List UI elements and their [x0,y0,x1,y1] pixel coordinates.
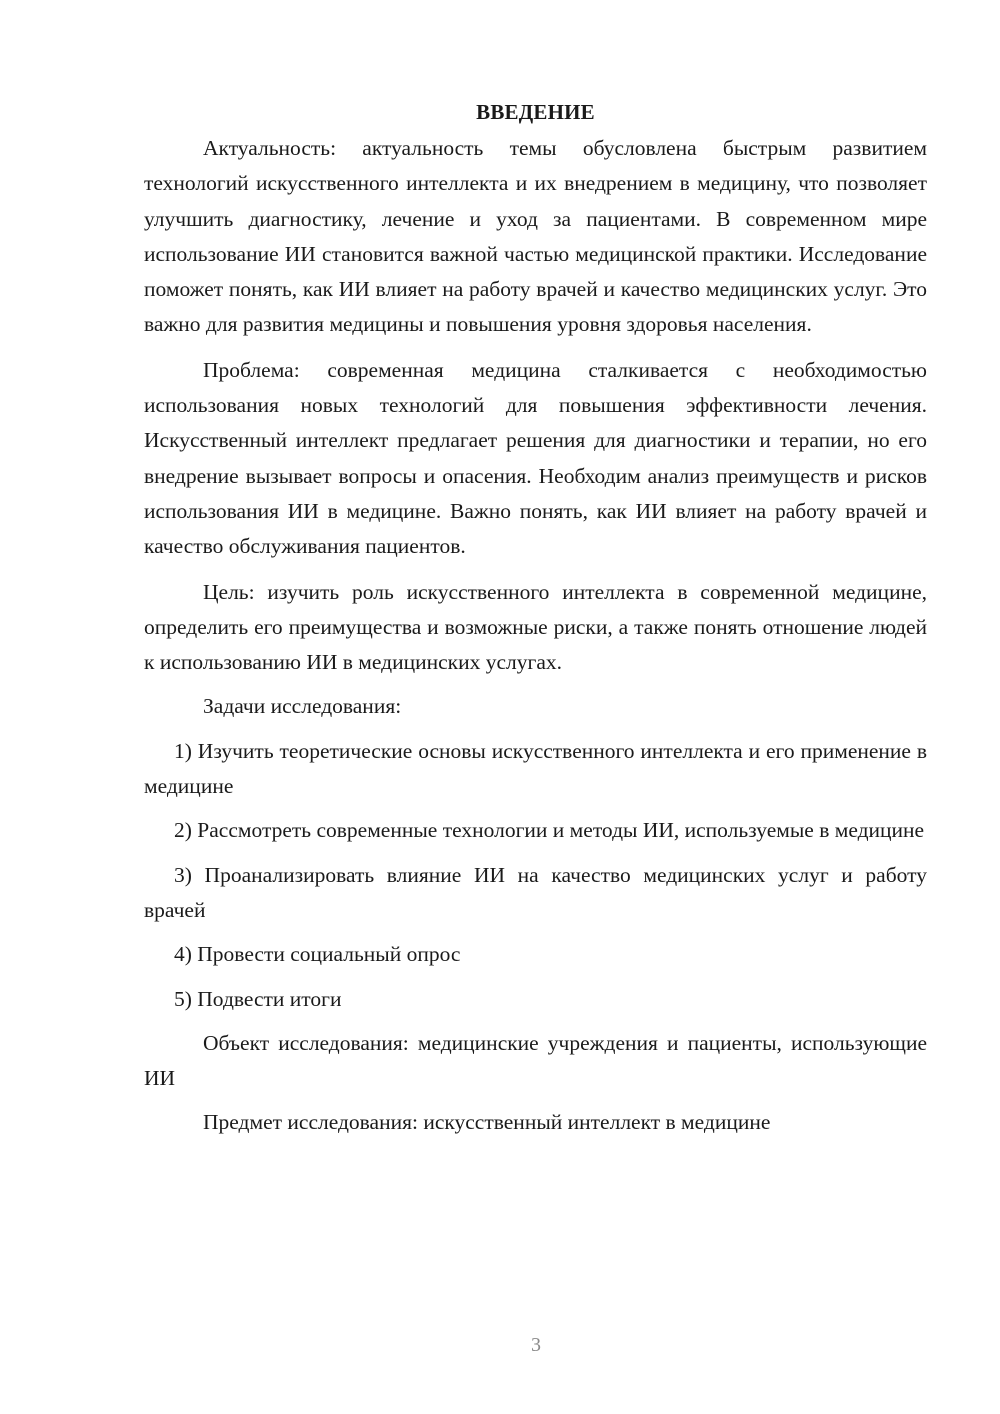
document-body [144,94,927,1141]
task-item-4: 4) Провести социальный опрос [174,942,461,967]
page-number: 3 [531,1334,541,1356]
paragraph-relevance: Актуальность: актуальность темы обусловлена быстрым развитием технологий искусственного интеллекта и их внедрением в медицину, что позволяет улучшить диагностику, лечение и уход за пациентами. В современном мире использование ИИ становится важной частью медицинской практики. Исследование поможет понять, как ИИ влияет на работу врачей и качество медицинских услуг. Это важно для развития медицины и повышения уровня здоровья населения. [144,136,927,337]
paragraph-subject: Предмет исследования: искусственный интеллект в медицине [203,1110,771,1135]
task-item-5: 5) Подвести итоги [174,986,342,1011]
task-item-1: 1) Изучить теоретические основы искусственного интеллекта и его применение в медицине [144,738,927,799]
paragraph-object: Объект исследования: медицинские учреждения и пациенты, использующие ИИ [144,1030,927,1091]
paragraph-goal: Цель: изучить роль искусственного интеллекта в современной медицине, определить его преимущества и возможные риски, а также понять отношение людей к использованию ИИ в медицинских услугах. [144,579,927,675]
paragraph-problem: Проблема: современная медицина сталкивается с необходимостью использования новых технологий для повышения эффективности лечения. Искусственный интеллект предлагает решения для диагностики и терапии, но его внедрение вызывает вопросы и опасения. Необходим анализ преимуществ и рисков использования ИИ в медицине. Важно понять, как ИИ влияет на работу врачей и качество обслуживания пациентов. [144,357,927,559]
page-title: ВВЕДЕНИЕ [476,100,595,124]
task-item-3: 3) Проанализировать влияние ИИ на качество медицинских услуг и работу врачей [144,862,927,922]
task-item-2: 2) Рассмотреть современные технологии и методы ИИ, используемые в медицине [174,818,925,843]
tasks-heading: Задачи исследования: [203,694,402,719]
